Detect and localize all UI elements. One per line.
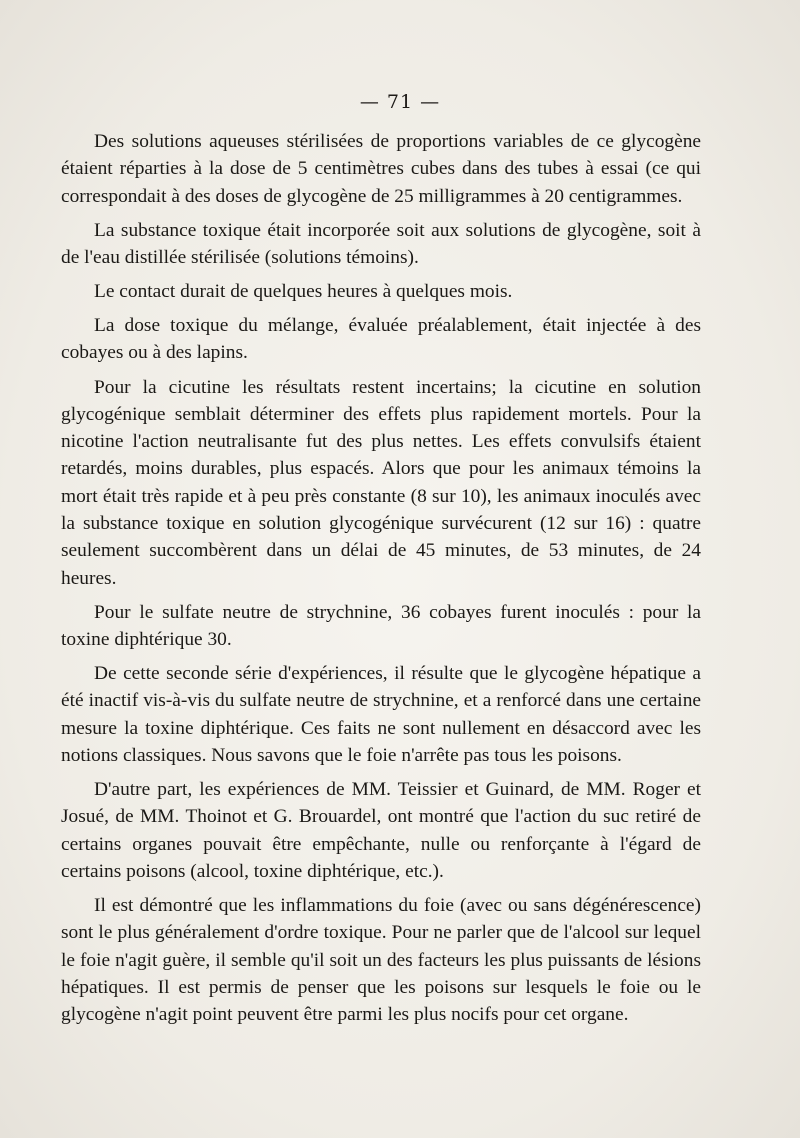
paragraph: La substance toxique était incorporée soit aux solutions de glycogène, soit à de l'eau distillée stérilisée (solutions témoins). (61, 219, 701, 268)
paragraph: Le contact durait de quelques heures à quelques mois. (94, 281, 513, 303)
body-text (61, 128, 701, 1035)
paragraph: D'autre part, les expériences de MM. Teissier et Guinard, de MM. Roger et Josué, de MM. Thoinot et G. Brouardel, ont montré que l'action du suc retiré de certains organes pouvait être empêchante, nulle ou renforçante à l'égard de certains poisons (alcool, toxine diphtérique, etc.). (61, 779, 701, 882)
paragraph: Pour la cicutine les résultats restent incertains; la cicutine en solution glycogénique semblait déterminer des effets plus rapidement mortels. Pour la nicotine l'action neutralisante fut des plus nettes. Les effets convulsifs étaient retardés, moins durables, plus espacés. Alors que pour les animaux témoins la mort était très rapide et à peu près constante (8 sur 10), les animaux inoculés avec la substance toxique en solution glycogénique survécurent (12 sur 16) : quatre seulement succombèrent dans un délai de 45 minutes, de 53 minutes, de 24 heures. (61, 376, 701, 589)
paragraph: De cette seconde série d'expériences, il résulte que le glycogène hépatique a été inactif vis-à-vis du sulfate neutre de strychnine, et a renforcé dans une certaine mesure la toxine diphtérique. Ces faits ne sont nullement en désaccord avec les notions classiques. Nous savons que le foie n'arrête pas tous les poisons. (61, 663, 701, 767)
paragraph: Des solutions aqueuses stérilisées de proportions variables de ce glycogène étaient réparties à la dose de 5 centimètres cubes dans des tubes à essai (ce qui correspondait à des doses de glycogène de 25 milligrammes à 20 centigrammes. (61, 131, 701, 207)
paragraph: Pour le sulfate neutre de strychnine, 36 cobayes furent inoculés : pour la toxine diphtérique 30. (61, 601, 701, 651)
page-number: — 71 — (359, 91, 441, 113)
paragraph: La dose toxique du mélange, évaluée préalablement, était injectée à des cobayes ou à des lapins. (61, 315, 701, 364)
paragraph: Il est démontré que les inflammations du foie (avec ou sans dégénérescence) sont le plus généralement d'ordre toxique. Pour ne parler que de l'alcool sur lequel le foie n'agit guère, il semble qu'il soit un des facteurs les plus puissants de lésions hépatiques. Il est permis de penser que les poisons sur lesquels le foie ou le glycogène n'agit point peuvent être parmi les plus nocifs pour cet organe. (61, 895, 701, 1026)
